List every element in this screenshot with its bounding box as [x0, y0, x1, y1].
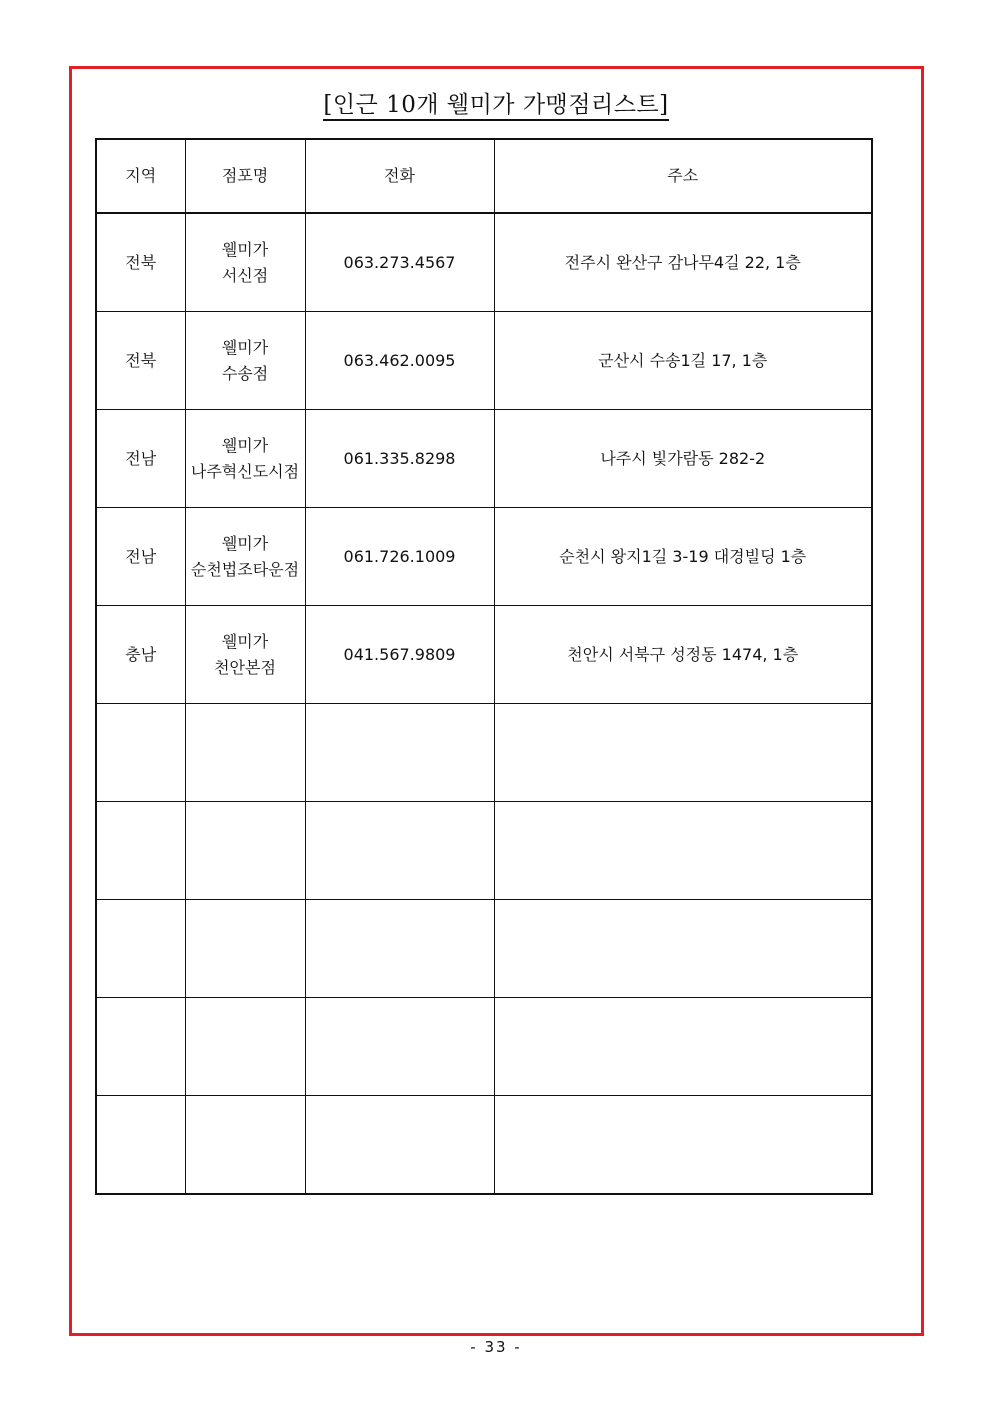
table-row [96, 312, 872, 410]
store-brand: 웰미가 [221, 631, 269, 651]
store-brand: 웰미가 [221, 239, 269, 259]
page-number: - 33 - [470, 1338, 522, 1356]
table-header-row [96, 139, 872, 213]
table-row [96, 606, 872, 704]
cell-store-name [185, 606, 305, 704]
empty-cell [185, 1096, 305, 1195]
header-address: 주소 [494, 139, 872, 213]
store-list-table [95, 138, 873, 1195]
cell-address: 군산시 수송1길 17, 1층 [494, 312, 872, 410]
cell-store-name [185, 410, 305, 508]
store-branch: 나주혁신도시점 [190, 461, 300, 481]
empty-cell [494, 1096, 872, 1195]
empty-table-row [96, 802, 872, 900]
header-region: 지역 [96, 139, 185, 213]
cell-store-name [185, 508, 305, 606]
empty-cell [96, 1096, 185, 1195]
empty-cell [305, 998, 494, 1096]
table-row [96, 508, 872, 606]
empty-cell [185, 998, 305, 1096]
empty-cell [185, 802, 305, 900]
header-store-name: 점포명 [185, 139, 305, 213]
empty-cell [494, 704, 872, 802]
empty-cell [305, 704, 494, 802]
cell-phone: 061.726.1009 [305, 508, 494, 606]
empty-cell [305, 900, 494, 998]
cell-phone: 063.462.0095 [305, 312, 494, 410]
empty-table-row [96, 1096, 872, 1195]
empty-cell [494, 900, 872, 998]
cell-region: 전남 [96, 508, 185, 606]
cell-address: 천안시 서북구 성정동 1474, 1층 [494, 606, 872, 704]
empty-table-row [96, 900, 872, 998]
table-row [96, 410, 872, 508]
store-brand: 웰미가 [221, 337, 269, 357]
header-phone: 전화 [305, 139, 494, 213]
store-branch: 서신점 [221, 265, 269, 285]
cell-region: 충남 [96, 606, 185, 704]
cell-phone: 063.273.4567 [305, 213, 494, 312]
store-branch: 수송점 [221, 363, 269, 383]
cell-phone: 061.335.8298 [305, 410, 494, 508]
empty-cell [494, 998, 872, 1096]
empty-cell [494, 802, 872, 900]
cell-region: 전남 [96, 410, 185, 508]
cell-phone: 041.567.9809 [305, 606, 494, 704]
empty-cell [96, 900, 185, 998]
store-brand: 웰미가 [221, 533, 269, 553]
empty-cell [96, 998, 185, 1096]
empty-cell [185, 900, 305, 998]
store-branch: 순천법조타운점 [190, 559, 300, 579]
empty-cell [305, 1096, 494, 1195]
empty-cell [96, 704, 185, 802]
cell-address: 전주시 완산구 감나무4길 22, 1층 [494, 213, 872, 312]
empty-cell [96, 802, 185, 900]
empty-cell [305, 802, 494, 900]
empty-table-row [96, 704, 872, 802]
cell-store-name [185, 312, 305, 410]
cell-address: 순천시 왕지1길 3-19 대경빌딩 1층 [494, 508, 872, 606]
store-branch: 천안본점 [214, 657, 276, 677]
store-brand: 웰미가 [221, 435, 269, 455]
empty-table-row [96, 998, 872, 1096]
document-title-text: [인근 10개 웰미가 가맹점리스트] [323, 92, 668, 121]
cell-store-name [185, 213, 305, 312]
document-title [0, 86, 992, 119]
cell-region: 전북 [96, 213, 185, 312]
table-row [96, 213, 872, 312]
empty-cell [185, 704, 305, 802]
cell-address: 나주시 빛가람동 282-2 [494, 410, 872, 508]
cell-region: 전북 [96, 312, 185, 410]
